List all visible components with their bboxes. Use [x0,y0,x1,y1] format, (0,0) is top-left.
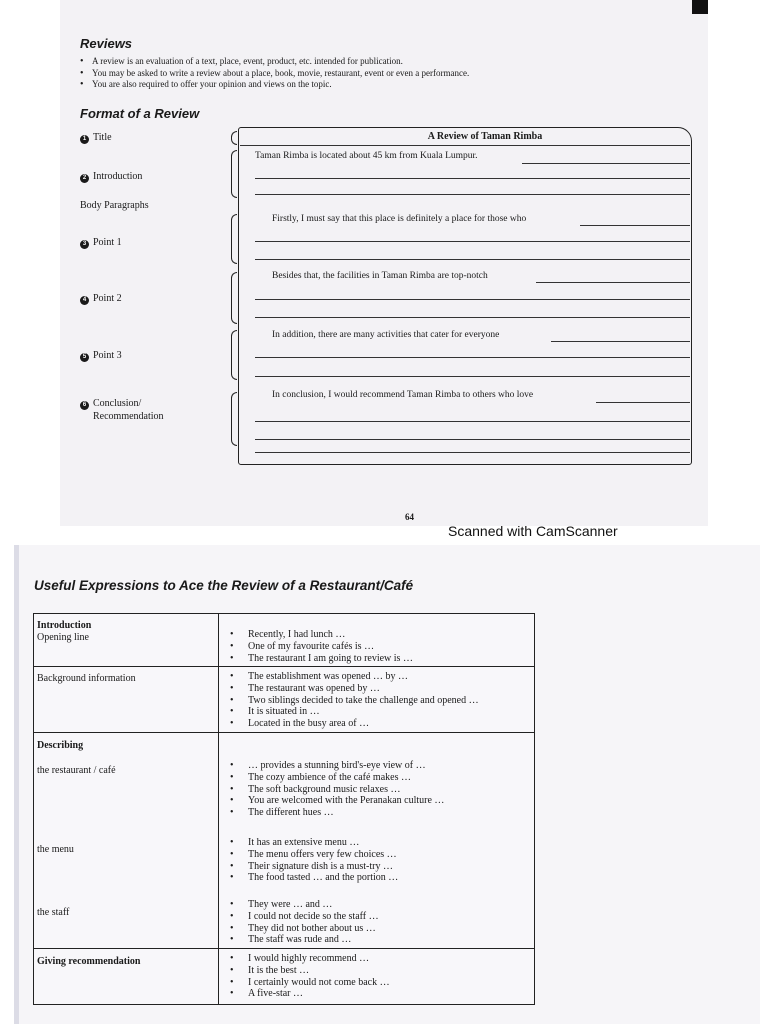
background-expressions [230,671,479,730]
menu-expressions [230,837,398,884]
brace [231,330,237,380]
sample-point1: Firstly, I must say that this place is definitely a place for those who [272,214,527,224]
row-divider [34,666,534,667]
sample-conclusion: In conclusion, I would recommend Taman Rimba to others who love [272,390,534,400]
page-corner [692,0,708,14]
row-divider [34,948,534,949]
format-heading: Format of a Review [80,106,200,121]
brace [231,392,237,446]
label-text: Introduction [93,171,143,182]
row-label-recommendation: Giving recommendation [37,956,141,967]
row-label-menu: the menu [37,844,74,855]
writing-line [255,421,690,422]
row-label-restaurant: the restaurant / café [37,765,116,776]
number-badge: 6 [80,401,89,410]
writing-line [522,163,690,164]
row-label-introduction: Introduction [37,620,92,631]
row-divider [34,732,534,733]
label-text: Point 2 [93,293,122,304]
staff-expressions [230,899,379,946]
label-recommendation: Recommendation [93,411,164,422]
writing-line [255,299,690,300]
expression-item: • The staff was rude and … [230,934,379,946]
number-badge: 2 [80,174,89,183]
recommendation-expressions [230,953,390,1000]
label-point1 [80,237,122,249]
restaurant-expressions [230,760,444,819]
writing-line [580,225,690,226]
expression-item: • They were … and … [230,899,379,911]
writing-line [255,317,690,318]
scanner-watermark: Scanned with CamScanner [448,523,618,539]
label-text: Title [93,132,112,143]
brace [231,150,237,198]
expression-item: • Located in the busy area of … [230,718,479,730]
brace [231,214,237,264]
writing-line [255,439,690,440]
bullet-item: • You are also required to offer your opinion and views on the topic. [80,79,469,91]
label-body: Body Paragraphs [80,200,149,211]
expression-item: • A five-star … [230,988,390,1000]
row-label-describing: Describing [37,740,84,751]
expression-item: • You are welcomed with the Peranakan culture … [230,795,444,807]
reviews-bullets [80,56,469,91]
label-text: Point 3 [93,350,122,361]
expression-item: • I could not decide so the staff … [230,911,379,923]
row-label-staff: the staff [37,907,70,918]
expression-item: • I certainly would not come back … [230,977,390,989]
expression-item: • The different hues … [230,807,444,819]
expression-item: • They did not bother about us … [230,923,379,935]
label-point3 [80,350,122,362]
expression-item: • … provides a stunning bird's-eye view of … [230,760,444,772]
sample-review-title: A Review of Taman Rimba [427,131,543,142]
label-conclusion [80,398,141,410]
number-badge: 4 [80,296,89,305]
expression-item: • It is the best … [230,965,390,977]
writing-line [255,194,690,195]
expression-item: • The restaurant was opened by … [230,683,479,695]
expression-item: • It is situated in … [230,706,479,718]
writing-line [240,145,690,146]
brace [231,131,237,145]
intro-expressions [230,629,413,664]
label-text: Point 1 [93,237,122,248]
brace [231,272,237,324]
writing-line [536,282,690,283]
label-point2 [80,293,122,305]
writing-line [551,341,690,342]
reviews-heading: Reviews [80,36,133,51]
expression-item: • One of my favourite cafés is … [230,641,413,653]
label-title [80,132,112,144]
expression-item: • The food tasted … and the portion … [230,872,398,884]
writing-line [255,452,690,453]
bullet-item: • You may be asked to write a review about a place, book, movie, restaurant, event or even a performance. [80,68,469,80]
writing-line [596,402,690,403]
number-badge: 3 [80,240,89,249]
expression-item: • It has an extensive menu … [230,837,398,849]
writing-line [255,357,690,358]
expression-item: • The establishment was opened … by … [230,671,479,683]
number-badge: 1 [80,135,89,144]
expression-item: • The cozy ambience of the café makes … [230,772,444,784]
expression-item: • The restaurant I am going to review is … [230,653,413,665]
expression-item: • The menu offers very few choices … [230,849,398,861]
expression-item: • Two siblings decided to take the challenge and opened … [230,695,479,707]
page-edge [14,545,19,1024]
sample-point3: In addition, there are many activities that cater for everyone [272,330,500,340]
expression-item: • Their signature dish is a must-try … [230,861,398,873]
writing-line [255,178,690,179]
column-divider [218,614,219,1004]
writing-line [255,241,690,242]
number-badge: 5 [80,353,89,362]
expression-item: • I would highly recommend … [230,953,390,965]
expression-item: • Recently, I had lunch … [230,629,413,641]
expression-item: • The soft background music relaxes … [230,784,444,796]
label-introduction [80,171,142,183]
row-label-opening-line: Opening line [37,632,89,643]
expressions-table [33,613,535,1005]
useful-expressions-heading: Useful Expressions to Ace the Review of a Restaurant/Café [34,578,414,593]
label-text: Conclusion/ [93,398,142,409]
sample-point2: Besides that, the facilities in Taman Rimba are top-notch [272,271,488,281]
writing-line [255,259,690,260]
page-number: 64 [405,512,414,522]
sample-intro: Taman Rimba is located about 45 km from Kuala Lumpur. [255,151,478,161]
bullet-item: • A review is an evaluation of a text, place, event, product, etc. intended for publication. [80,56,469,68]
row-label-background: Background information [37,673,136,684]
writing-line [255,376,690,377]
